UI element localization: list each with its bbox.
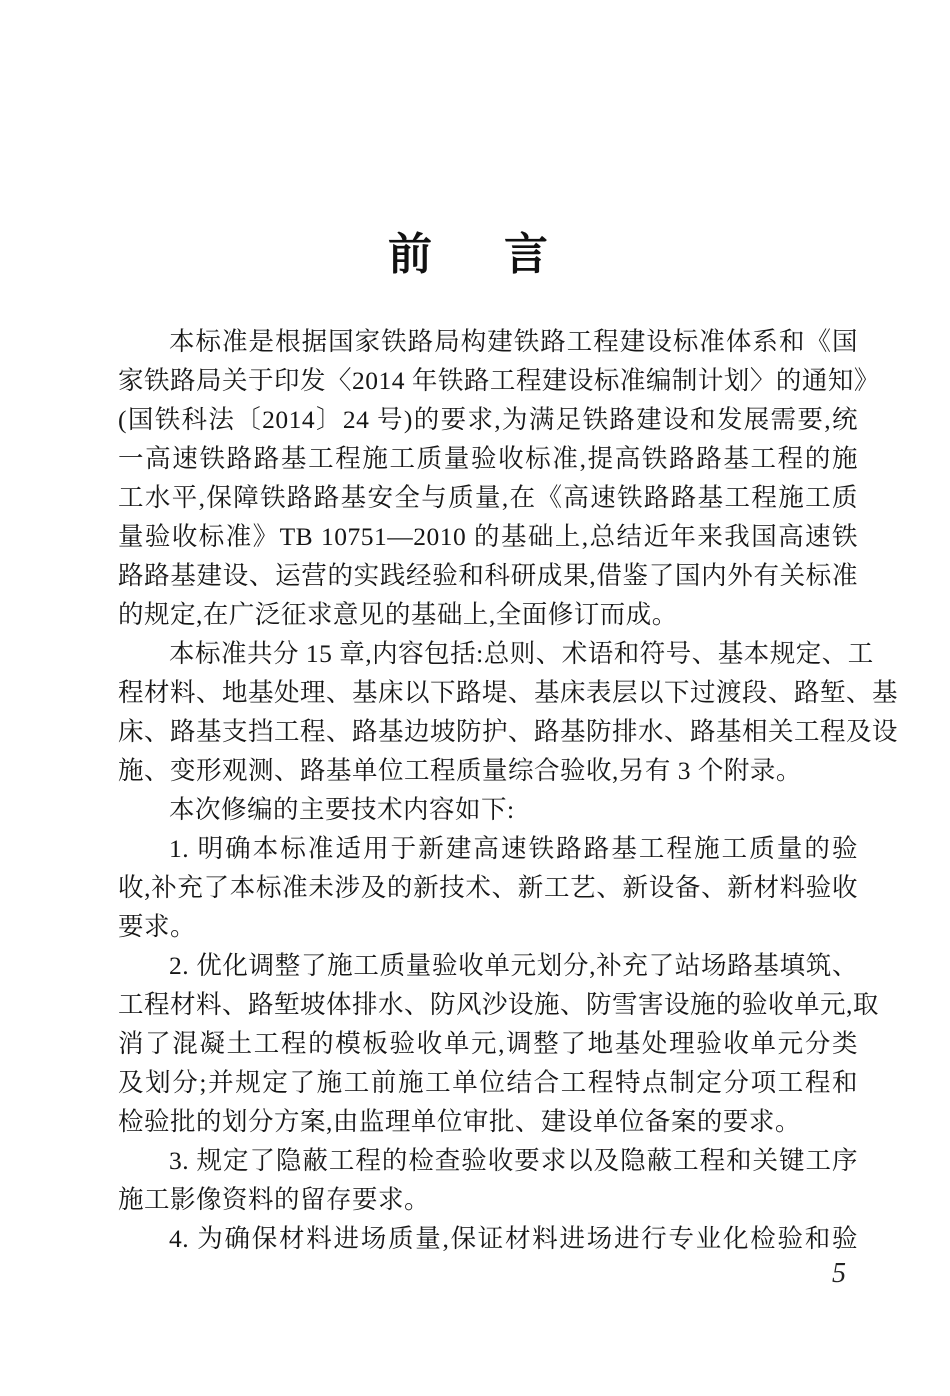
- text-line: 床、路基支挡工程、路基边坡防护、路基防排水、路基相关工程及设: [118, 717, 899, 746]
- text-line: 施、变形观测、路基单位工程质量综合验收,另有 3 个附录。: [118, 756, 802, 785]
- text-line: 1. 明确本标准适用于新建高速铁路路基工程施工质量的验: [169, 834, 858, 863]
- text-line: 检验批的划分方案,由监理单位审批、建设单位备案的要求。: [118, 1107, 801, 1136]
- text-line: 消了混凝土工程的模板验收单元,调整了地基处理验收单元分类: [118, 1029, 858, 1058]
- text-line: 3. 规定了隐蔽工程的检查验收要求以及隐蔽工程和关键工序: [169, 1146, 858, 1175]
- text-line: 收,补充了本标准未涉及的新技术、新工艺、新设备、新材料验收: [118, 873, 858, 902]
- text-line: 要求。: [118, 912, 197, 941]
- text-line: 本标准是根据国家铁路局构建铁路工程建设标准体系和《国: [169, 327, 858, 356]
- text-line: 量验收标准》TB 10751—2010 的基础上,总结近年来我国高速铁: [118, 522, 858, 551]
- text-line: 的规定,在广泛征求意见的基础上,全面修订而成。: [118, 600, 678, 629]
- text-line: 本标准共分 15 章,内容包括:总则、术语和符号、基本规定、工: [169, 639, 874, 668]
- text-line: 施工影像资料的留存要求。: [118, 1185, 431, 1214]
- text-line: 工水平,保障铁路路基安全与质量,在《高速铁路路基工程施工质: [118, 483, 858, 512]
- foreword-body: [118, 322, 899, 1258]
- text-line: 4. 为确保材料进场质量,保证材料进场进行专业化检验和验: [169, 1224, 858, 1253]
- text-line: 本次修编的主要技术内容如下:: [169, 795, 515, 824]
- text-line: 及划分;并规定了施工前施工单位结合工程特点制定分项工程和: [118, 1068, 858, 1097]
- text-line: 工程材料、路堑坡体排水、防风沙设施、防雪害设施的验收单元,取: [118, 990, 879, 1019]
- text-line: (国铁科法〔2014〕24 号)的要求,为满足铁路建设和发展需要,统: [118, 405, 858, 434]
- text-line: 一高速铁路路基工程施工质量验收标准,提高铁路路基工程的施: [118, 444, 858, 473]
- page-title: 前 言: [388, 230, 562, 279]
- text-line: 家铁路局关于印发〈2014 年铁路工程建设标准编制计划〉的通知》: [118, 366, 880, 395]
- text-line: 路路基建设、运营的实践经验和科研成果,借鉴了国内外有关标准: [118, 561, 858, 590]
- text-line: 2. 优化调整了施工质量验收单元划分,补充了站场路基填筑、: [169, 951, 858, 980]
- text-line: 程材料、地基处理、基床以下路堤、基床表层以下过渡段、路堑、基: [118, 678, 899, 707]
- page-number: 5: [832, 1258, 846, 1289]
